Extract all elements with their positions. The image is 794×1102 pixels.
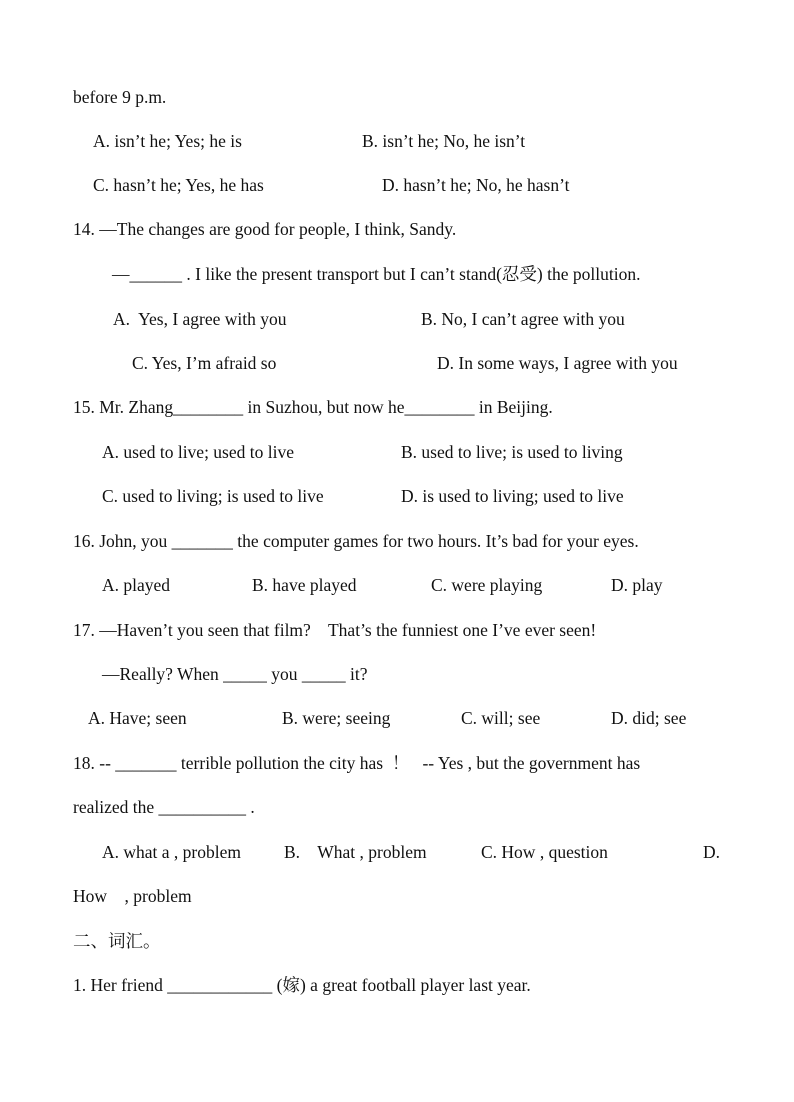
- question-14: 14. —The changes are good for people, I think, Sandy.: [73, 219, 457, 239]
- q13-option-c: C. hasn’t he; Yes, he has: [93, 175, 264, 195]
- q18-option-d-label: D.: [703, 842, 721, 862]
- q18-option-d-text: How , problem: [73, 886, 192, 906]
- question-17: 17. —Haven’t you seen that film? That’s the funniest one I’ve ever seen!: [73, 620, 597, 640]
- question-14-reply: —______ . I like the present transport but I can’t stand(忍受) the pollution.: [112, 264, 641, 284]
- q17-option-a: A. Have; seen: [88, 708, 187, 728]
- question-17-reply: —Really? When _____ you _____ it?: [102, 664, 368, 684]
- q18-option-b: B. What , problem: [284, 842, 427, 862]
- q14-option-a: A. Yes, I agree with you: [113, 309, 287, 329]
- q13-option-b: B. isn’t he; No, he isn’t: [362, 131, 526, 151]
- vocab-question-1: 1. Her friend ____________ (嫁) a great football player last year.: [73, 975, 531, 995]
- q16-option-b: B. have played: [252, 575, 357, 595]
- question-18: 18. -- _______ terrible pollution the city has ！ -- Yes , but the government has: [73, 753, 641, 773]
- question-18-continuation: realized the __________ .: [73, 797, 255, 817]
- q16-option-a: A. played: [102, 575, 171, 595]
- q15-option-d: D. is used to living; used to live: [401, 486, 624, 506]
- q17-option-d: D. did; see: [611, 708, 687, 728]
- q18-option-a: A. what a , problem: [102, 842, 241, 862]
- q17-option-c: C. will; see: [461, 708, 541, 728]
- q13-option-d: D. hasn’t he; No, he hasn’t: [382, 175, 570, 195]
- q17-option-b: B. were; seeing: [282, 708, 391, 728]
- q14-option-b: B. No, I can’t agree with you: [421, 309, 625, 329]
- q14-option-d: D. In some ways, I agree with you: [437, 353, 678, 373]
- question-13-continuation: before 9 p.m.: [73, 87, 167, 107]
- q16-option-d: D. play: [611, 575, 663, 595]
- q15-option-a: A. used to live; used to live: [102, 442, 294, 462]
- q15-option-b: B. used to live; is used to living: [401, 442, 623, 462]
- q15-option-c: C. used to living; is used to live: [102, 486, 324, 506]
- question-15: 15. Mr. Zhang________ in Suzhou, but now he________ in Beijing.: [73, 397, 553, 417]
- q14-option-c: C. Yes, I’m afraid so: [132, 353, 277, 373]
- q18-option-c: C. How , question: [481, 842, 608, 862]
- q13-option-a: A. isn’t he; Yes; he is: [93, 131, 242, 151]
- question-16: 16. John, you _______ the computer games for two hours. It’s bad for your eyes.: [73, 531, 639, 551]
- section-2-heading: 二、词汇。: [73, 931, 161, 951]
- q16-option-c: C. were playing: [431, 575, 543, 595]
